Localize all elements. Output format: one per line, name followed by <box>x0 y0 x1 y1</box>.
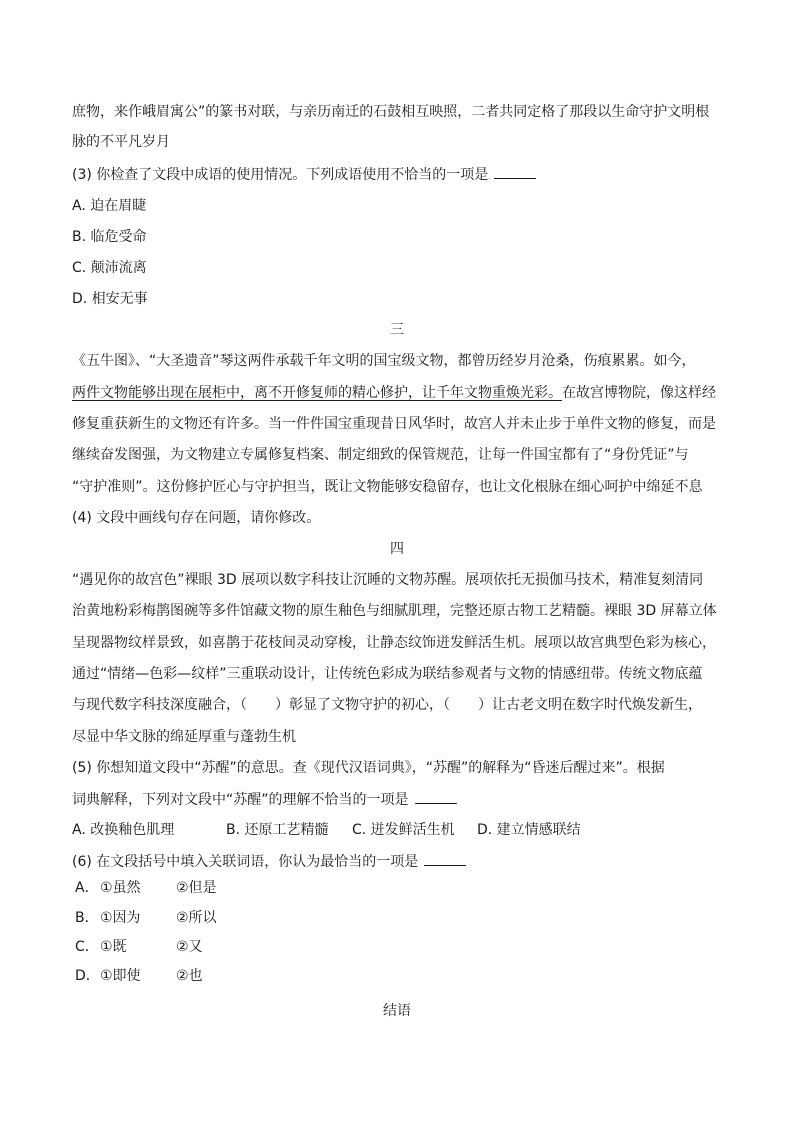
q5-option-a: A. 改换釉色肌理 <box>72 822 175 838</box>
q3-option-b: B. 临危受命 <box>72 229 147 245</box>
q6-option-second: ②但是 <box>176 880 217 896</box>
section2-line-b: 脉的不平凡岁月 <box>72 134 170 150</box>
q6-option-letter: D． <box>75 968 100 984</box>
q6-option-letter: A． <box>75 880 99 896</box>
section3-line-2-rest: 在故宫博物院，像这样经 <box>562 385 716 401</box>
section3-line-1: 《五牛图》、“大圣遗音”琴这两件承载千年文明的国宝级文物，都曾历经岁月沧桑，伤痕累累。如今， <box>72 353 696 369</box>
q6-option-letter: B． <box>75 910 99 926</box>
answer-blank[interactable] <box>415 790 457 804</box>
question-5-line-2 <box>72 790 457 809</box>
section4-line-1: “遇见你的故宫色”裸眼 3D 展项以数字科技让沉睡的文物苏醒。展项依托无损伽马技术，精准复刻清同 <box>72 572 704 588</box>
section3-line-3: 修复重获新生的文物还有许多。当一件件国宝重现昔日风华时，故宫人并未止步于单件文物的修复，而是 <box>72 416 716 432</box>
underlined-sentence: 两件文物能够出现在展柜中，离不开修复师的精心修护，让千年文物重焕光彩。 <box>72 385 562 401</box>
section-heading-4: 四 <box>390 541 404 557</box>
section4-line-4: 通过“情绪—色彩—纹样”三重联动设计，让传统色彩成为联结参观者与文物的情感纽带。传统文物底蕴 <box>72 666 703 682</box>
question-5-text: 词典解释，下列对文段中“苏醒”的理解不恰当的一项是 <box>72 792 409 808</box>
answer-blank[interactable] <box>494 165 536 179</box>
q6-option-second: ②又 <box>176 939 203 955</box>
q3-option-c: C. 颠沛流离 <box>72 260 147 276</box>
q6-option-first: ①既 <box>100 939 127 955</box>
section4-line-2: 治黄地粉彩梅鹊图碗等多件馆藏文物的原生釉色与细腻肌理，完整还原古物工艺精髓。裸眼 3D 屏幕立体 <box>72 603 717 619</box>
section2-line-a: 庶物，来作峨眉寓公”的篆书对联，与亲历南迁的石鼓相互映照，二者共同定格了那段以生命守护文明根 <box>72 104 710 120</box>
section3-line-4: 继续奋发图强，为文物建立专属修复档案、制定细致的保管规范，让每一件国宝都有了“身份凭证”与 <box>72 447 689 463</box>
closing-heading: 结语 <box>383 1003 411 1019</box>
question-3 <box>72 165 536 184</box>
section4-line-3: 呈现器物纹样景致，如喜鹊于花枝间灵动穿梭，让静态纹饰迸发鲜活生机。展项以故宫典型色彩为核心， <box>72 635 716 651</box>
q5-option-b: B. 还原工艺精髓 <box>226 822 329 838</box>
section3-line-5: “守护准则”。这份修护匠心与守护担当，既让文物能够安稳留存，也让文化根脉在细心呵护中绵延不息 <box>72 479 703 495</box>
question-6 <box>72 852 466 871</box>
q6-option-first: ①虽然 <box>100 880 141 896</box>
q6-option-first: ①即使 <box>100 968 141 984</box>
q3-option-a: A. 迫在眉睫 <box>72 198 147 214</box>
question-4: (4) 文段中画线句存在问题，请你修改。 <box>72 510 321 526</box>
question-3-text: (3) 你检查了文段中成语的使用情况。下列成语使用不恰当的一项是 <box>72 167 489 183</box>
q3-option-d: D. 相安无事 <box>72 291 148 307</box>
q6-option-second: ②所以 <box>176 910 217 926</box>
question-5-line-1: (5) 你想知道文段中“苏醒”的意思。查《现代汉语词典》，“苏醒”的解释为“昏迷后醒过来”。根据 <box>72 760 665 776</box>
section4-line-6: 尽显中华文脉的绵延厚重与蓬勃生机 <box>72 729 296 745</box>
section-heading-3: 三 <box>390 322 404 338</box>
section4-line-5: 与现代数字科技深度融合，（ ）彰显了文物守护的初心，（ ）让古老文明在数字时代焕发新生， <box>72 697 702 713</box>
q6-option-second: ②也 <box>176 968 203 984</box>
q6-option-first: ①因为 <box>100 910 141 926</box>
question-6-text: (6) 在文段括号中填入关联词语，你认为最恰当的一项是 <box>72 854 419 870</box>
q5-option-c: C. 迸发鲜活生机 <box>352 822 455 838</box>
q5-option-d: D. 建立情感联结 <box>477 822 581 838</box>
q6-option-letter: C． <box>75 939 99 955</box>
answer-blank[interactable] <box>424 852 466 866</box>
section3-line-2 <box>72 384 716 402</box>
